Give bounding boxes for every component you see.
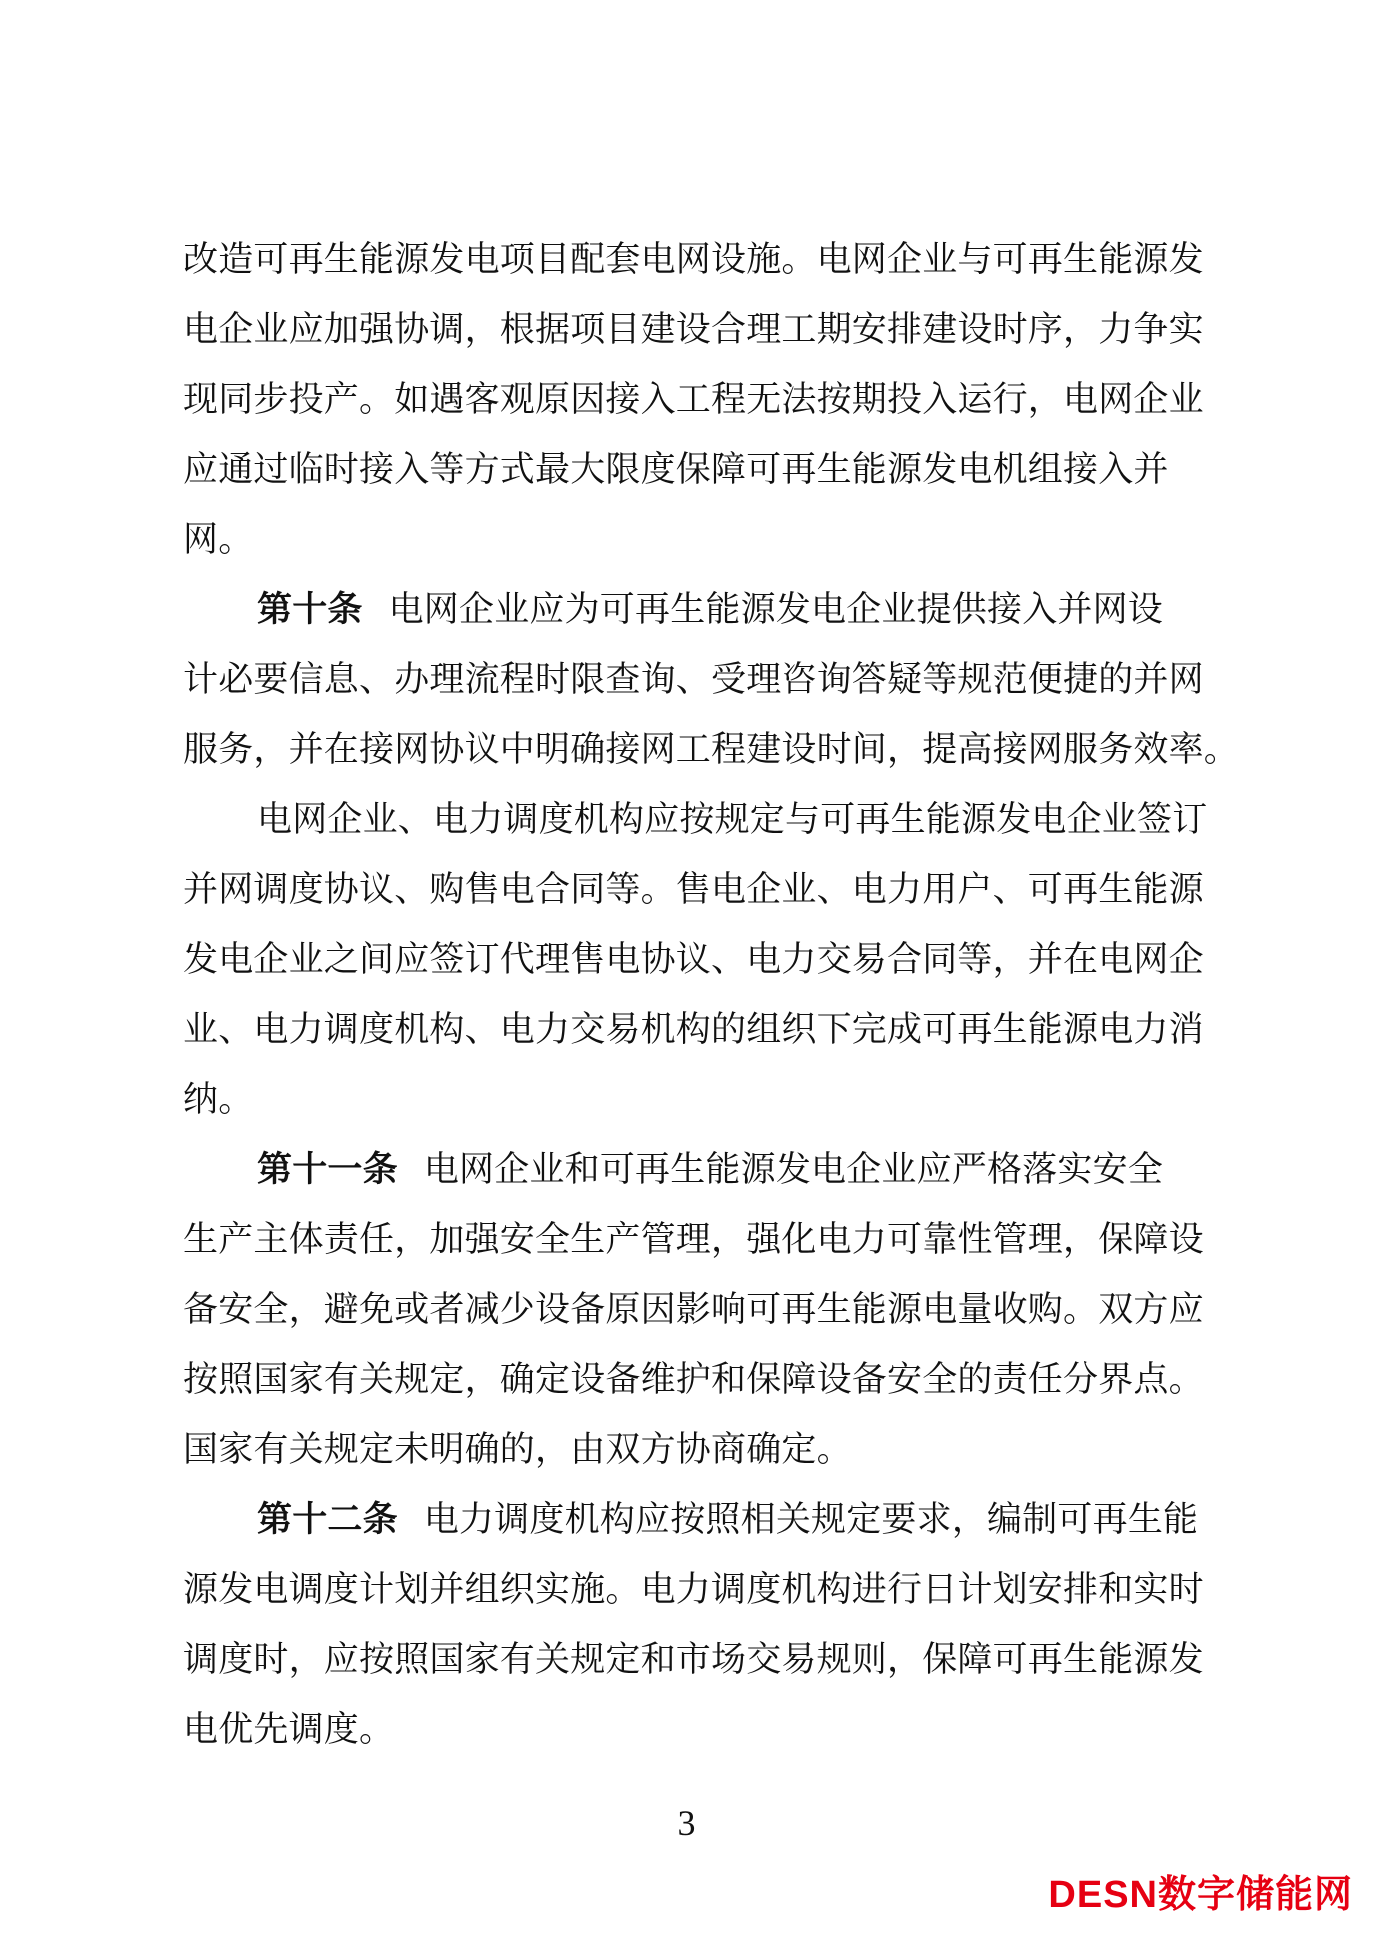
text-line bbox=[183, 1065, 1213, 1135]
line-text: 电网企业应为可再生能源发电企业提供接入并网设 bbox=[388, 590, 1164, 629]
article-number: 第十二条 bbox=[257, 1500, 398, 1539]
text-line bbox=[183, 925, 1213, 995]
line-text: 国家有关规定未明确的，由双方协商确定。 bbox=[183, 1430, 852, 1469]
line-text: 计必要信息、办理流程时限查询、受理咨询答疑等规范便捷的并网 bbox=[183, 660, 1204, 699]
text-line bbox=[183, 295, 1213, 365]
text-line bbox=[183, 1695, 1213, 1765]
text-line bbox=[183, 1135, 1213, 1205]
line-text: 发电企业之间应签订代理售电协议、电力交易合同等，并在电网企 bbox=[183, 940, 1204, 979]
text-line bbox=[183, 995, 1213, 1065]
line-text: 电优先调度。 bbox=[183, 1710, 395, 1749]
text-line bbox=[183, 1625, 1213, 1695]
text-line bbox=[183, 1555, 1213, 1625]
line-text: 应通过临时接入等方式最大限度保障可再生能源发电机组接入并 bbox=[183, 450, 1169, 489]
text-line bbox=[183, 855, 1213, 925]
line-text: 电力调度机构应按照相关规定要求，编制可再生能 bbox=[423, 1500, 1199, 1539]
line-text: 电企业应加强协调，根据项目建设合理工期安排建设时序，力争实 bbox=[183, 310, 1204, 349]
line-text: 按照国家有关规定，确定设备维护和保障设备安全的责任分界点。 bbox=[183, 1360, 1204, 1399]
desn-watermark-logo: DESN数字储能网 bbox=[1048, 1874, 1353, 1916]
text-line bbox=[183, 505, 1213, 575]
text-line bbox=[183, 1415, 1213, 1485]
line-text: 业、电力调度机构、电力交易机构的组织下完成可再生能源电力消 bbox=[183, 1010, 1204, 1049]
line-text: 服务，并在接网协议中明确接网工程建设时间，提高接网服务效率。 bbox=[183, 730, 1240, 769]
line-text: 改造可再生能源发电项目配套电网设施。电网企业与可再生能源发 bbox=[183, 240, 1204, 279]
text-line bbox=[183, 715, 1240, 785]
line-text: 现同步投产。如遇客观原因接入工程无法按期投入运行，电网企业 bbox=[183, 380, 1204, 419]
text-line bbox=[183, 645, 1213, 715]
line-text: 纳。 bbox=[183, 1080, 254, 1119]
line-text: 生产主体责任，加强安全生产管理，强化电力可靠性管理，保障设 bbox=[183, 1220, 1204, 1259]
line-text: 源发电调度计划并组织实施。电力调度机构进行日计划安排和实时 bbox=[183, 1570, 1204, 1609]
text-line bbox=[183, 1345, 1213, 1415]
text-line bbox=[183, 435, 1213, 505]
text-line bbox=[183, 365, 1213, 435]
text-line bbox=[183, 1205, 1213, 1275]
document-body bbox=[183, 225, 1240, 1765]
line-text: 网。 bbox=[183, 520, 254, 559]
text-line bbox=[183, 225, 1213, 295]
text-line bbox=[183, 1275, 1213, 1345]
line-text: 电网企业、电力调度机构应按规定与可再生能源发电企业签订 bbox=[257, 800, 1208, 839]
article-number: 第十一条 bbox=[257, 1150, 398, 1189]
page-number: 3 bbox=[677, 1803, 696, 1843]
text-line bbox=[183, 785, 1213, 855]
line-text: 并网调度协议、购售电合同等。售电企业、电力用户、可再生能源 bbox=[183, 870, 1204, 909]
text-line bbox=[183, 575, 1213, 645]
article-number: 第十条 bbox=[257, 590, 363, 629]
line-text: 电网企业和可再生能源发电企业应严格落实安全 bbox=[423, 1150, 1164, 1189]
line-text: 调度时，应按照国家有关规定和市场交易规则，保障可再生能源发 bbox=[183, 1640, 1204, 1679]
line-text: 备安全，避免或者减少设备原因影响可再生能源电量收购。双方应 bbox=[183, 1290, 1204, 1329]
text-line bbox=[183, 1485, 1213, 1555]
